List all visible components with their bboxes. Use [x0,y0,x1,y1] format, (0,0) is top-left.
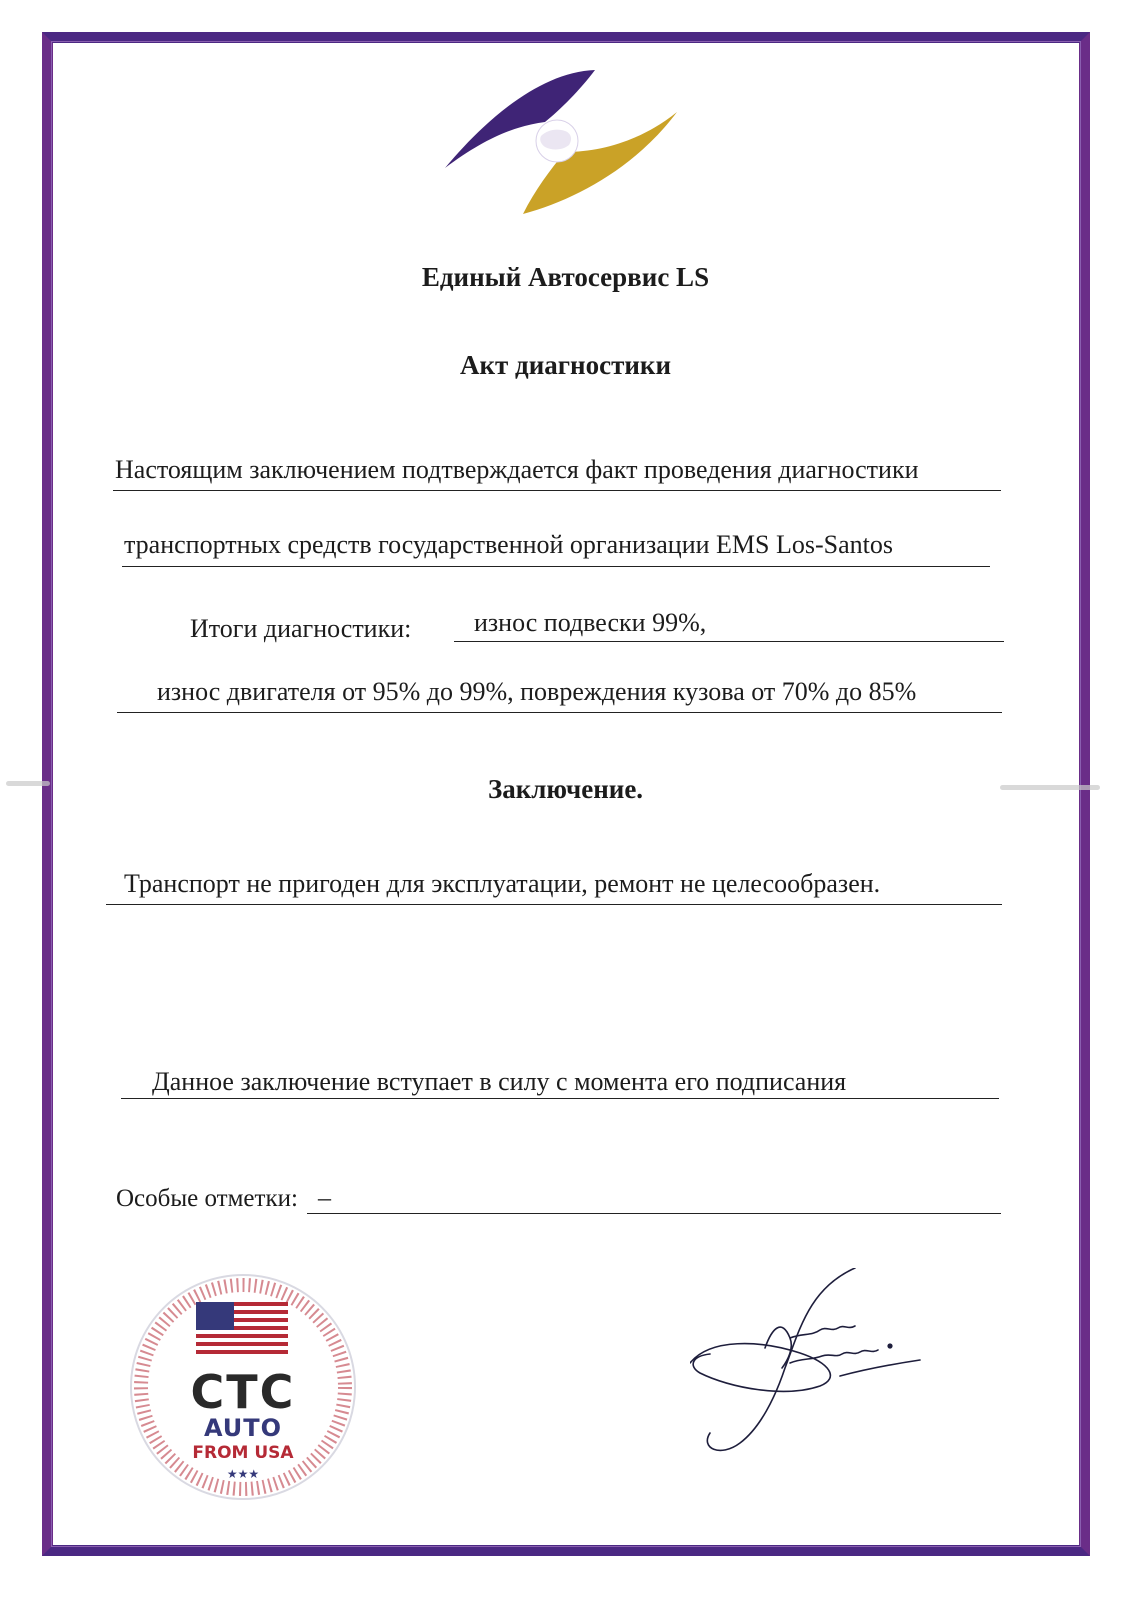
stamp-auto: AUTO [203,1414,283,1442]
eaeu-logo [445,60,685,220]
document-title: Акт диагностики [459,350,672,380]
conclusion-heading: Заключение. [487,774,644,804]
statement-line-1: Настоящим заключением подтверждается факт проведения диагностики [115,455,919,484]
statement-line-2: транспортных средств государственной организации EMS Los-Santos [124,530,893,559]
underline-3 [454,641,1004,642]
results-value-1: износ подвески 99%, [474,608,707,637]
ctc-auto-stamp [118,1272,368,1502]
stamp-ctc: CTC [190,1365,296,1419]
underline-4 [117,712,1002,713]
results-value-2: износ двигателя от 95% до 99%, повреждения кузова от 70% до 85% [157,677,917,706]
conclusion-text: Транспорт не пригоден для эксплуатации, ремонт не целесообразен. [124,869,881,898]
stamp-stars: ★★★ [226,1467,260,1481]
special-notes-label: Особые отметки: [116,1185,298,1212]
underline-6 [121,1098,999,1099]
us-flag-icon [196,1302,288,1354]
underline-1 [113,490,1001,491]
organization-title: Единый Автосервис LS [421,262,710,292]
signature [690,1268,930,1468]
underline-2 [122,566,990,567]
special-notes-value: – [318,1183,331,1212]
validity-text: Данное заключение вступает в силу с момента его подписания [152,1067,847,1096]
results-label: Итоги диагностики: [190,614,412,643]
stamp-from-usa: FROM USA [192,1443,294,1463]
underline-5 [106,904,1002,905]
underline-7 [307,1213,1001,1214]
